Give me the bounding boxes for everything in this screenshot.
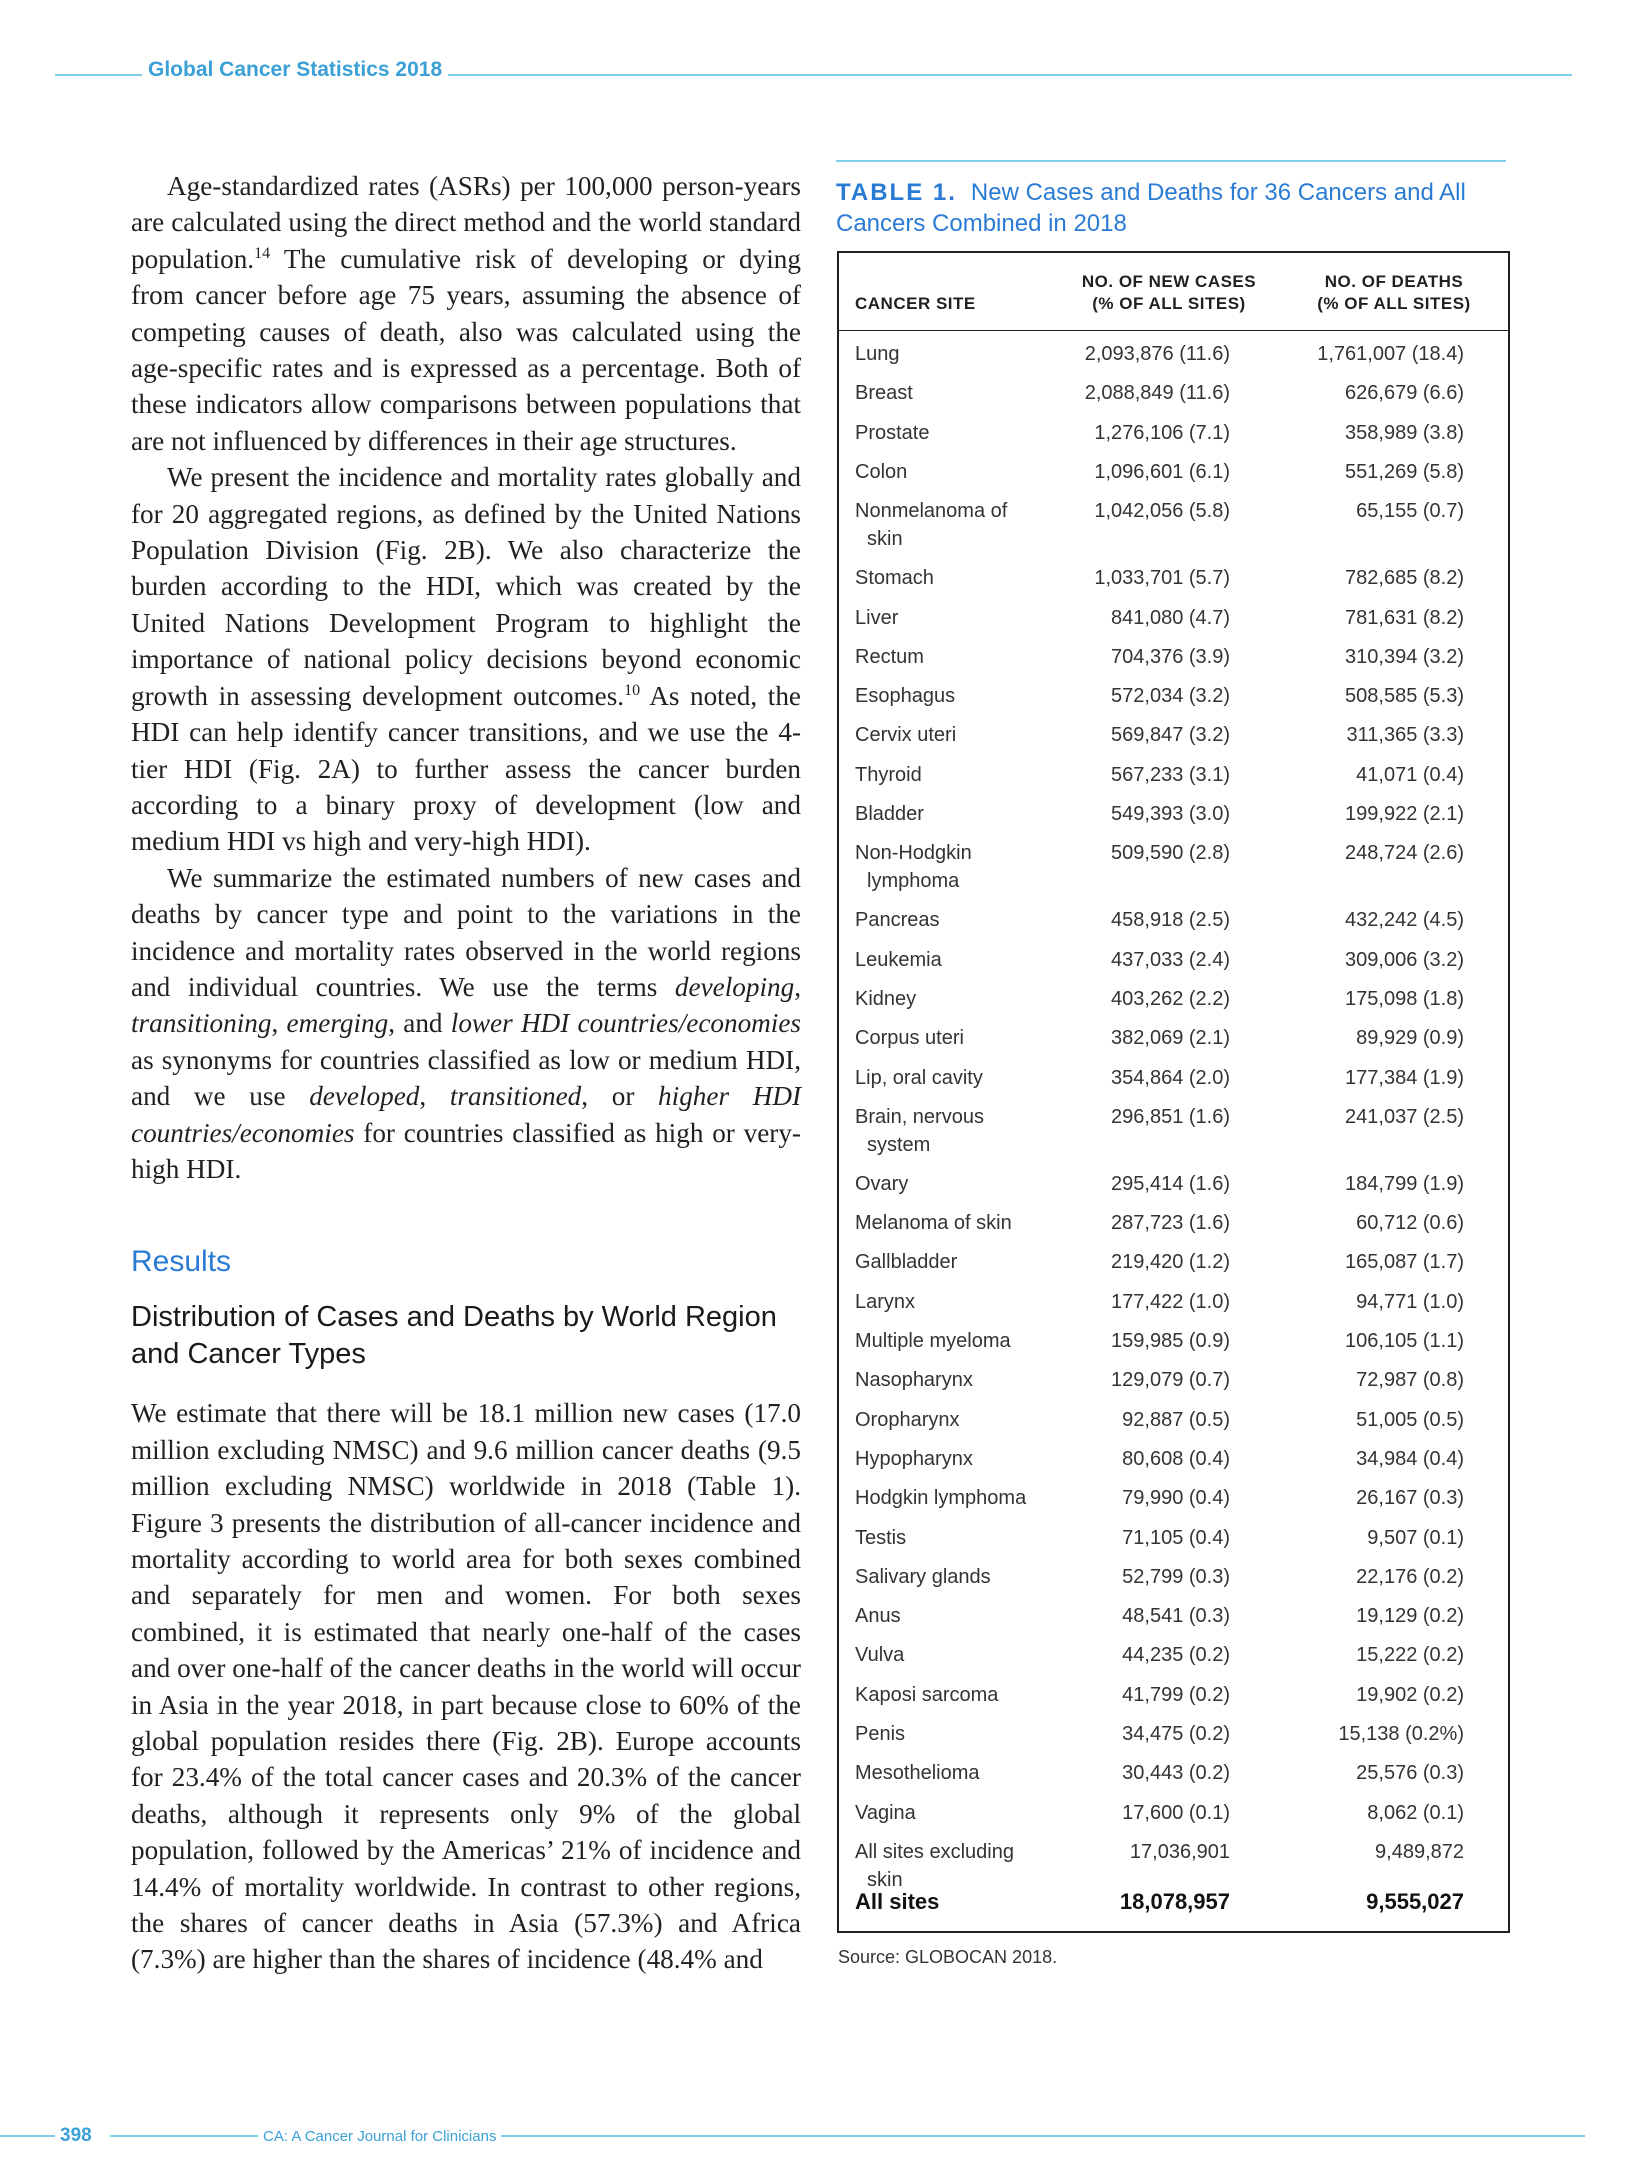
cell-site: Corpus uteri [855,1027,964,1050]
cell-deaths: 358,989 (3.8) [1345,421,1464,444]
cell-site: Pancreas [855,909,940,932]
cell-site: Stomach [855,567,934,590]
cell-site: Anus [855,1605,901,1628]
cell-new-cases: 704,376 (3.9) [1111,645,1230,668]
cell-deaths: 19,902 (0.2) [1356,1683,1464,1706]
subsection-heading: Distribution of Cases and Deaths by World Region and Cancer Types [131,1301,777,1371]
paragraph-2: We present the incidence and mortality rates globally and for 20 aggregated regions, as defined by the United Nations Population Division (Fig. 2B). We also characterize the burden according to the HDI, which was created by the United Nations Development Program to highlight the importance of national policy decisions beyond economic growth in assessing development outcomes.$^{10}$ As noted, the HDI can help identify cancer transitions, and we use the 4-tier HDI (Fig. 2A) to further assess the cancer burden according to a binary proxy of development (low and medium HDI vs high and very-high HDI). [131,462,801,857]
cell-deaths: 15,138 (0.2%) [1338,1723,1464,1745]
header-rule-left [55,74,145,76]
cell-site: Larynx [855,1290,916,1313]
cell-deaths: 89,929 (0.9) [1356,1027,1464,1050]
cell-site: Breast [855,382,913,405]
cell-new-cases: 92,887 (0.5) [1122,1408,1230,1431]
cell-site: Bladder [855,803,924,825]
cell-site: Thyroid [855,763,922,786]
cell-deaths: 241,037 (2.5) [1345,1105,1464,1128]
table-header [839,253,1508,331]
cell-site: Melanoma of skin [855,1212,1012,1235]
col-header-deaths: NO. OF DEATHS (% OF ALL SITES) [1317,272,1471,313]
cell-new-cases: 34,475 (0.2) [1122,1723,1230,1745]
cell-new-cases: 71,105 (0.4) [1122,1526,1230,1549]
cell-site: All sites [855,1889,940,1914]
cell-site: Kaposi sarcoma [855,1683,999,1706]
col-header-new-cases: NO. OF NEW CASES (% OF ALL SITES) [1081,272,1257,313]
header-rule-right [440,74,1572,76]
cell-deaths: 310,394 (3.2) [1345,645,1464,668]
cell-new-cases: 295,414 (1.6) [1111,1172,1230,1195]
cell-deaths: 51,005 (0.5) [1356,1408,1464,1431]
footer-rule-mid [110,2135,260,2137]
cell-new-cases: 17,036,901 [1129,1840,1230,1863]
cell-deaths: 25,576 (0.3) [1356,1762,1464,1785]
cell-deaths: 551,269 (5.8) [1345,460,1464,483]
cell-new-cases: 17,600 (0.1) [1122,1801,1230,1824]
cell-site: Salivary glands [855,1565,991,1588]
table-caption [836,177,1516,239]
cell-site: Hypopharynx [855,1447,973,1470]
cell-site: All sites excluding skin [855,1840,1014,1891]
page-number: 398 [55,2125,97,2147]
cell-deaths: 19,129 (0.2) [1356,1605,1464,1628]
cell-new-cases: 549,393 (3.0) [1111,803,1230,825]
cell-deaths: 165,087 (1.7) [1345,1251,1464,1274]
cell-new-cases: 52,799 (0.3) [1122,1565,1230,1588]
reference-10: 10 [624,681,641,699]
cell-new-cases: 287,723 (1.6) [1111,1212,1230,1235]
paragraph-1: Age-standardized rates (ASRs) per 100,000 person-years are calculated using the direct method and the world standard population.$^{14}$ The cumulative risk of developing or dying from cancer before age 75 years, assuming the absence of competing causes of death, also was calculated using the age-specific rates and is expressed as a percentage. Both of these indicators allow comparisons between populations that are not influenced by differences in their age structures. [131,171,801,456]
table-title: New Cases and Deaths for 36 Cancers and All Cancers Combined in 2018 [836,179,1466,237]
cell-deaths: 309,006 (3.2) [1345,948,1464,971]
cell-deaths: 65,155 (0.7) [1356,500,1464,523]
cell-deaths: 26,167 (0.3) [1356,1487,1464,1510]
cell-site: Leukemia [855,948,942,971]
cell-site: Nasopharynx [855,1369,973,1392]
cell-site: Esophagus [855,685,956,708]
running-header: Global Cancer Statistics 2018 [142,58,448,82]
cancer-table [837,251,1510,1933]
reference-14: 14 [254,244,271,262]
cell-site: Vagina [855,1801,916,1824]
cell-deaths: 508,585 (5.3) [1345,685,1464,708]
cell-deaths: 9,507 (0.1) [1367,1526,1464,1549]
cell-new-cases: 18,078,957 [1119,1889,1230,1914]
cell-site: Cervix uteri [855,724,957,747]
cell-new-cases: 569,847 (3.2) [1111,724,1230,747]
col-header-site: CANCER SITE [855,294,976,313]
cell-deaths: 175,098 (1.8) [1345,987,1464,1010]
cell-new-cases: 572,034 (3.2) [1111,685,1230,708]
cell-new-cases: 30,443 (0.2) [1122,1762,1230,1785]
cell-deaths: 22,176 (0.2) [1356,1565,1464,1588]
cell-deaths: 94,771 (1.0) [1356,1290,1464,1313]
cell-deaths: 34,984 (0.4) [1356,1447,1464,1470]
paragraph-3: We summarize the estimated numbers of new cases and deaths by cancer type and point to the variations in the incidence and mortality rates observed in the world regions and individual countries. We use the terms developing, transitioning, emerging, and lower HDI countries/economies as synonyms for countries classified as low or medium HDI, and we use developed, transitioned, or higher HDI countries/economies for countries classified as high or very-high HDI. [131,862,802,1184]
cell-deaths: 106,105 (1.1) [1345,1330,1464,1352]
cell-deaths: 60,712 (0.6) [1356,1212,1464,1235]
cell-deaths: 9,555,027 [1366,1889,1464,1914]
cell-site: Colon [855,460,908,483]
cell-site: Rectum [855,645,924,668]
cell-deaths: 626,679 (6.6) [1345,382,1464,405]
cell-site: Testis [855,1526,907,1549]
cell-new-cases: 177,422 (1.0) [1111,1290,1230,1313]
cell-new-cases: 841,080 (4.7) [1111,606,1230,629]
cell-new-cases: 129,079 (0.7) [1111,1369,1230,1392]
cell-site: Hodgkin lymphoma [855,1487,1027,1510]
body-column [131,168,801,1978]
footer-rule-left [0,2135,60,2137]
cell-site: Kidney [855,987,917,1010]
cell-deaths: 72,987 (0.8) [1356,1369,1464,1392]
cell-site: Oropharynx [855,1408,960,1431]
paragraph-4: We estimate that there will be 18.1 million new cases (17.0 million excluding NMSC) and 9.6 million cancer deaths (9.5 million excluding NMSC) worldwide in 2018 (Table 1). Figure 3 presents the distribution of all-cancer incidence and mortality according to world area for both sexes combined and separately for men and women. For both sexes combined, it is estimated that nearly one-half of the cases and over one-half of the cancer deaths in the world will occur in Asia in the year 2018, in part because close to 60% of the global population resides there (Fig. 2B). Europe accounts for 23.4% of the total cancer cases and 20.3% of the cancer deaths, although it represents only 9% of the global population, followed by the Americas’ 21% of incidence and 14.4% of mortality worldwide. In contrast to other regions, the shares of cancer deaths in Asia (57.3%) and Africa (7.3%) are higher than the shares of incidence (48.4% and [131,1398,801,1975]
cell-deaths: 1,761,007 (18.4) [1317,343,1464,365]
cell-new-cases: 2,093,876 (11.6) [1084,343,1230,365]
cell-new-cases: 48,541 (0.3) [1122,1605,1230,1628]
cell-deaths: 781,631 (8.2) [1345,606,1464,629]
cell-new-cases: 44,235 (0.2) [1122,1644,1230,1667]
cell-new-cases: 458,918 (2.5) [1111,909,1230,932]
cell-new-cases: 1,042,056 (5.8) [1094,500,1230,523]
cell-new-cases: 437,033 (2.4) [1111,948,1230,971]
cell-new-cases: 1,276,106 (7.1) [1094,421,1230,444]
cell-site: Penis [855,1723,906,1745]
cell-deaths: 15,222 (0.2) [1356,1644,1464,1667]
cell-new-cases: 79,990 (0.4) [1122,1487,1230,1510]
cell-new-cases: 159,985 (0.9) [1111,1330,1230,1352]
cell-new-cases: 296,851 (1.6) [1111,1105,1230,1128]
cell-site: Liver [855,606,899,629]
cell-deaths: 248,724 (2.6) [1345,842,1464,865]
cell-deaths: 782,685 (8.2) [1345,567,1464,590]
table-label: TABLE 1. [836,179,957,206]
cell-deaths: 177,384 (1.9) [1345,1066,1464,1089]
cell-site: Gallbladder [855,1251,958,1274]
cell-deaths: 199,922 (2.1) [1345,803,1464,825]
cell-site: Multiple myeloma [855,1330,1011,1352]
cell-site: Lung [855,343,900,365]
cell-new-cases: 80,608 (0.4) [1122,1447,1230,1470]
cell-new-cases: 382,069 (2.1) [1111,1027,1230,1050]
footer-rule-right [500,2135,1585,2137]
cell-site: Non-Hodgkin lymphoma [855,842,972,893]
cell-new-cases: 2,088,849 (11.6) [1084,382,1230,405]
cell-deaths: 311,365 (3.3) [1346,724,1464,747]
journal-name: CA: A Cancer Journal for Clinicians [258,2128,501,2145]
cell-site: Vulva [855,1644,905,1667]
table-source: Source: GLOBOCAN 2018. [838,1947,1058,1967]
cell-site: Brain, nervous system [855,1105,984,1156]
section-heading-results: Results [131,1245,232,1279]
cell-site: Prostate [855,421,930,444]
cell-deaths: 184,799 (1.9) [1345,1172,1464,1195]
cell-deaths: 8,062 (0.1) [1367,1801,1464,1824]
cell-new-cases: 403,262 (2.2) [1111,987,1230,1010]
cell-deaths: 9,489,872 [1375,1840,1464,1863]
cell-new-cases: 41,799 (0.2) [1122,1683,1230,1706]
cell-site: Lip, oral cavity [855,1066,983,1089]
cell-deaths: 432,242 (4.5) [1345,909,1464,932]
cell-new-cases: 567,233 (3.1) [1111,763,1230,786]
cell-new-cases: 509,590 (2.8) [1111,842,1230,865]
table-top-rule [836,160,1506,162]
cell-new-cases: 219,420 (1.2) [1111,1251,1230,1274]
cell-new-cases: 1,033,701 (5.7) [1094,567,1230,590]
cell-site: Mesothelioma [855,1762,980,1785]
cell-site: Ovary [855,1172,909,1195]
cell-new-cases: 354,864 (2.0) [1111,1066,1230,1089]
cell-site: Nonmelanoma of skin [855,500,1008,551]
cell-new-cases: 1,096,601 (6.1) [1094,460,1230,483]
cell-deaths: 41,071 (0.4) [1356,763,1464,786]
